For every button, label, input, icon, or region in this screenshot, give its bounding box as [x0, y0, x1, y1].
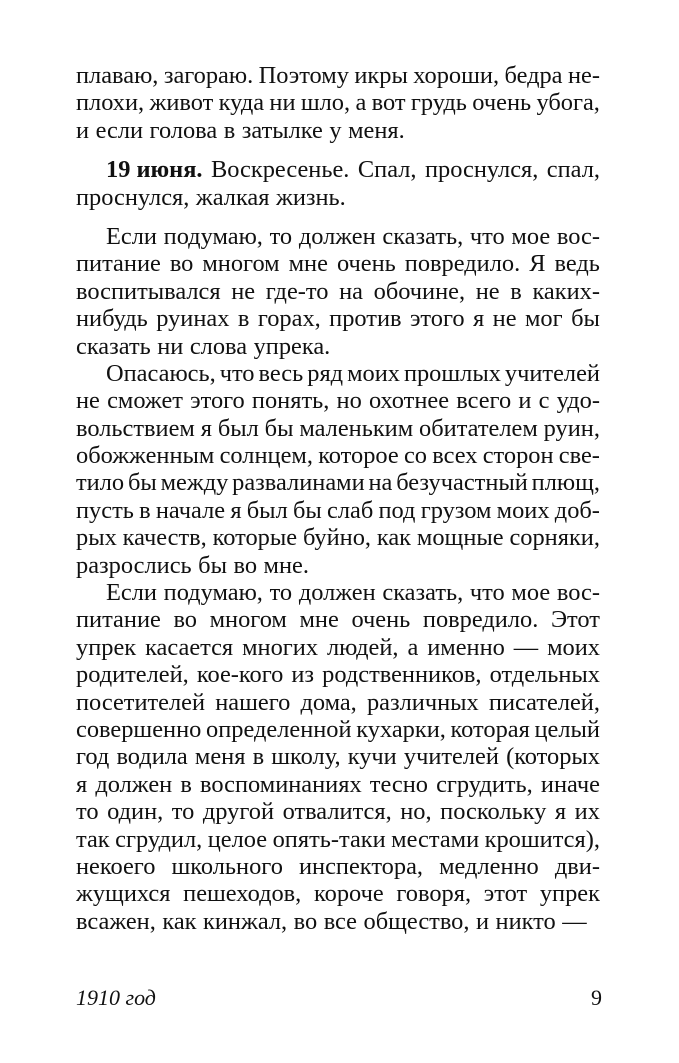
text-line: Если подумаю, то должен сказать, что мое вос- [106, 222, 600, 250]
text-line: разрослись бы во мне. [76, 551, 309, 579]
text-line: родителей, кое-кого из родственников, отдельных [76, 661, 600, 689]
text-line: питание во многом мне очень повредило. Этот [76, 606, 600, 634]
text-line: всажен, как кинжал, во все общество, и никто — [76, 907, 587, 935]
entry-date: 19 июня. [106, 156, 203, 184]
text-line: Если подумаю, то должен сказать, что мое вос- [106, 579, 600, 607]
text-line: 19 июня. Воскресенье. Спал, проснулся, спал, [106, 156, 600, 184]
body-text [76, 62, 600, 935]
text-line: обожженным солнцем, которое со всех сторон све- [76, 442, 600, 470]
text-line: нибудь руинах в горах, против этого я не мог бы [76, 305, 600, 333]
text-line: так сгрудил, целое опять-таки местами крошится), [76, 825, 600, 853]
text-line: питание во многом мне очень повредило. Я ведь [76, 250, 600, 278]
text-line: воспитывался не где-то на обочине, не в каких- [76, 277, 600, 305]
paragraph [76, 62, 600, 144]
text-line: вольствием я был бы маленьким обитателем руин, [76, 414, 600, 442]
text-line: пусть в начале я был бы слаб под грузом моих доб- [76, 496, 600, 524]
text-line: посетителей нашего дома, различных писателей, [76, 688, 600, 716]
text-line: год водила меня в школу, кучи учителей (которых [76, 743, 600, 771]
text-line: я должен в воспоминаниях тесно сгрудить, иначе [76, 770, 600, 798]
paragraph [76, 223, 600, 360]
text-line: некоего школьного инспектора, медленно дви- [76, 852, 600, 880]
text-line: жущихся пешеходов, короче говоря, этот упрек [76, 880, 600, 908]
text-line: проснулся, жалкая жизнь. [76, 183, 346, 211]
text-line: не сможет этого понять, но охотнее всего и с удо- [76, 387, 600, 415]
text-line: рых качеств, которые буйно, как мощные сорняки, [76, 524, 600, 552]
text-line: сказать ни слова упрека. [76, 332, 331, 360]
paragraph [76, 156, 600, 211]
page-number: 9 [591, 985, 602, 1010]
text-line: то один, то другой отвалится, но, поскольку я их [76, 798, 600, 826]
text-line: Опасаюсь, что весь ряд моих прошлых учителей [106, 359, 600, 387]
text-line: плохи, живот куда ни шло, а вот грудь очень убога, [76, 89, 600, 117]
text-line: упрек касается многих людей, а именно — моих [76, 633, 600, 661]
text-line: плаваю, загораю. Поэтому икры хороши, бедра не- [76, 62, 600, 89]
paragraph [76, 579, 600, 935]
text-line: тило бы между развалинами на безучастный плющ, [76, 469, 600, 497]
text-line: совершенно определенной кухарки, которая целый [76, 715, 600, 743]
paragraph [76, 360, 600, 579]
page-footer [76, 985, 602, 1011]
text-line: и если голова в затылке у меня. [76, 116, 405, 144]
running-title: 1910 год [76, 985, 156, 1010]
